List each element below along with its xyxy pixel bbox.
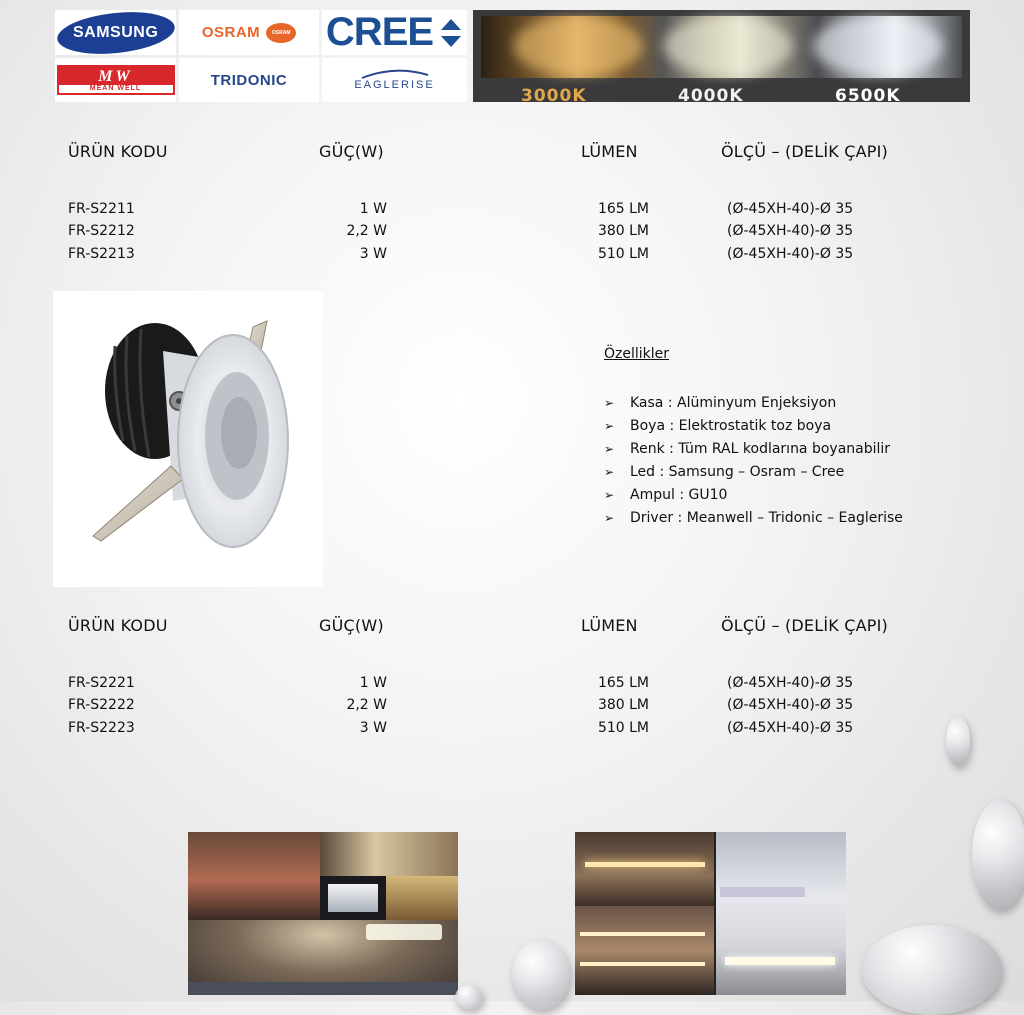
meanwell-logo-mark: MW xyxy=(98,67,133,85)
osram-logo-text: OSRAM xyxy=(201,24,261,41)
neutral-light-glow xyxy=(663,16,793,76)
feature-text: Boya : Elektrostatik toz boya xyxy=(630,417,832,434)
cell-size: (Ø-45XH-40)-Ø 35 xyxy=(727,720,854,736)
feature-text: Renk : Tüm RAL kodlarına boyanabilir xyxy=(630,440,891,457)
cell-lumen: 510 LM xyxy=(597,246,649,262)
list-item xyxy=(604,460,903,483)
product-image xyxy=(53,291,323,587)
feature-text: Led : Samsung – Osram – Cree xyxy=(630,463,845,480)
list-item xyxy=(604,437,903,460)
cell-size: (Ø-45XH-40)-Ø 35 xyxy=(727,223,854,239)
arrow-bullet-icon: ➢ xyxy=(604,464,615,479)
cell-lumen: 380 LM xyxy=(597,697,649,713)
water-drop-decoration xyxy=(455,985,483,1009)
header-size: ÖLÇÜ – (DELİK ÇAPI) xyxy=(721,142,888,161)
feature-text: Ampul : GU10 xyxy=(630,486,728,503)
cell-lumen: 165 LM xyxy=(597,201,649,217)
osram-disc-text: OSRAM xyxy=(271,29,291,36)
downlight-illustration xyxy=(53,291,323,587)
samsung-logo-text: SAMSUNG xyxy=(72,23,159,41)
header-size: ÖLÇÜ – (DELİK ÇAPI) xyxy=(721,616,888,635)
cell-lumen: 165 LM xyxy=(597,675,649,691)
cell-power: 1 W xyxy=(359,675,387,691)
osram-disc-icon xyxy=(266,23,296,43)
header-code: ÜRÜN KODU xyxy=(68,142,168,161)
list-item xyxy=(604,414,903,437)
cell-power: 2,2 W xyxy=(346,223,387,239)
tridonic-logo xyxy=(179,58,319,102)
meanwell-logo-text: MEAN WELL xyxy=(59,85,173,93)
cree-arrows-icon xyxy=(439,17,463,49)
cool-light-glow xyxy=(813,16,943,76)
cell-lumen: 380 LM xyxy=(597,223,649,239)
water-drop-decoration xyxy=(972,800,1024,910)
header-power: GÜÇ(W) xyxy=(319,616,384,635)
cell-code: FR-S2223 xyxy=(68,720,135,736)
meanwell-logo xyxy=(55,58,176,102)
list-item xyxy=(604,483,903,506)
cell-code: FR-S2221 xyxy=(68,675,135,691)
features-list xyxy=(604,391,903,529)
temp-label-6500k: 6500K xyxy=(835,86,901,102)
header-lumen: LÜMEN xyxy=(581,142,638,161)
cell-power: 1 W xyxy=(359,201,387,217)
cell-size: (Ø-45XH-40)-Ø 35 xyxy=(727,697,854,713)
cell-code: FR-S2213 xyxy=(68,246,135,262)
features-title: Özellikler xyxy=(604,346,670,362)
eaglerise-logo-text: EAGLERISE xyxy=(354,79,435,91)
osram-logo xyxy=(179,10,319,55)
application-photo-restaurant xyxy=(188,832,458,995)
water-drop-decoration xyxy=(512,940,570,1010)
cell-code: FR-S2212 xyxy=(68,223,135,239)
cell-code: FR-S2222 xyxy=(68,697,135,713)
cell-power: 3 W xyxy=(359,246,387,262)
feature-text: Driver : Meanwell – Tridonic – Eaglerise xyxy=(630,509,903,526)
cell-power: 2,2 W xyxy=(346,697,387,713)
cree-logo xyxy=(322,10,467,55)
temp-label-3000k: 3000K xyxy=(521,86,587,102)
water-drop-decoration xyxy=(862,925,1002,1015)
arrow-bullet-icon: ➢ xyxy=(604,487,615,502)
header-code: ÜRÜN KODU xyxy=(68,616,168,635)
arrow-bullet-icon: ➢ xyxy=(604,510,615,525)
cell-code: FR-S2211 xyxy=(68,201,135,217)
cell-size: (Ø-45XH-40)-Ø 35 xyxy=(727,675,854,691)
arrow-bullet-icon: ➢ xyxy=(604,441,615,456)
eaglerise-swoosh-icon xyxy=(360,69,430,79)
cell-size: (Ø-45XH-40)-Ø 35 xyxy=(727,201,854,217)
cell-power: 3 W xyxy=(359,720,387,736)
water-drop-decoration xyxy=(946,716,970,766)
samsung-logo xyxy=(55,10,176,55)
list-item xyxy=(604,391,903,414)
arrow-bullet-icon: ➢ xyxy=(604,395,615,410)
warm-light-glow xyxy=(513,16,643,76)
eaglerise-logo xyxy=(322,58,467,102)
list-item xyxy=(604,506,903,529)
temp-label-4000k: 4000K xyxy=(678,86,744,102)
arrow-bullet-icon: ➢ xyxy=(604,418,615,433)
cell-size: (Ø-45XH-40)-Ø 35 xyxy=(727,246,854,262)
tridonic-logo-text: TRIDONIC xyxy=(210,71,288,89)
cell-lumen: 510 LM xyxy=(597,720,649,736)
cree-logo-text: CREE xyxy=(325,10,434,54)
color-temperature-banner xyxy=(473,10,970,102)
header-power: GÜÇ(W) xyxy=(319,142,384,161)
header-lumen: LÜMEN xyxy=(581,616,638,635)
feature-text: Kasa : Alüminyum Enjeksiyon xyxy=(630,394,837,411)
application-photo-interior xyxy=(575,832,846,995)
